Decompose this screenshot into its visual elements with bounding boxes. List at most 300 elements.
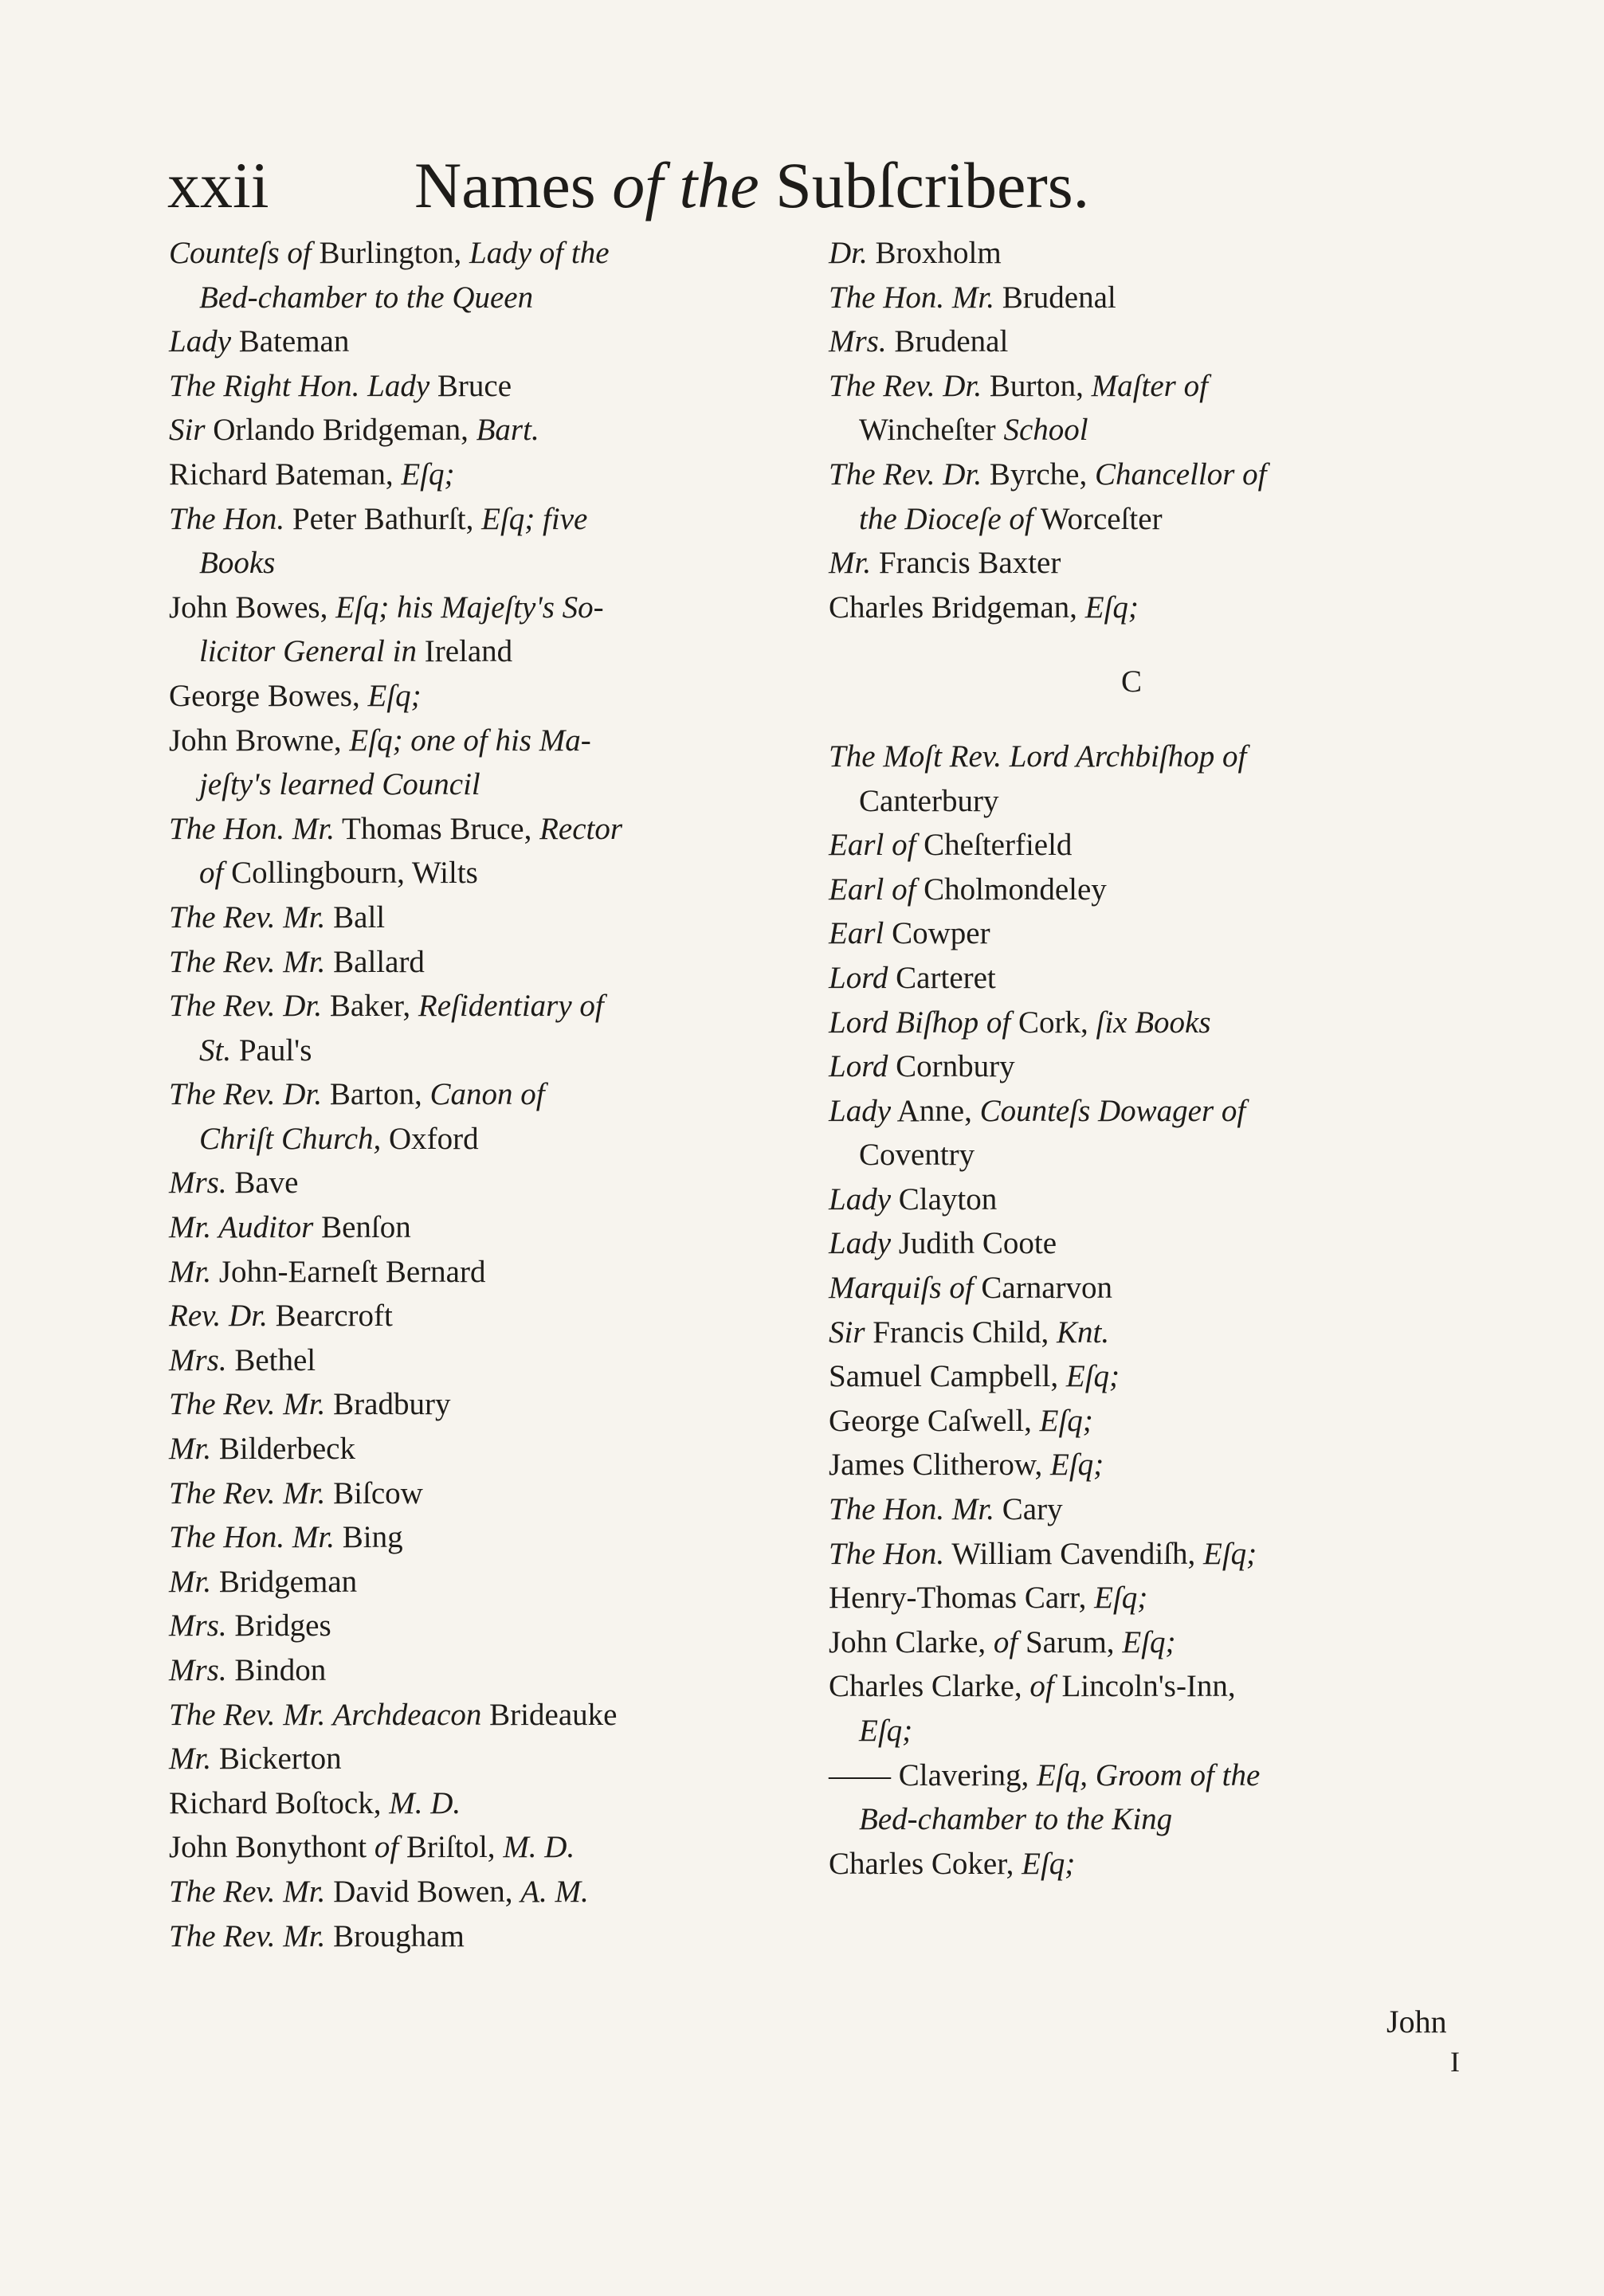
roman-text: David Bowen, [325,1874,521,1909]
italic-text: Bed-chamber to the Queen [199,280,534,315]
roman-text: Collingbourn, Wilts [223,856,478,891]
roman-text: —— Clavering, [829,1757,1037,1793]
subscriber-entry [169,1648,798,1693]
italic-text: M. D. [389,1785,461,1820]
subscriber-entry [169,940,798,985]
subscriber-entry [829,1089,1458,1177]
subscriber-entry [829,1399,1458,1444]
subscriber-entry [829,1221,1458,1266]
roman-text: Brudenal [994,280,1116,315]
subscriber-entry [169,231,798,319]
entry-continuation-line [169,276,798,320]
subscriber-entry [169,1205,798,1250]
italic-text: Eſq; [367,678,422,713]
roman-text: Byrche, [982,456,1095,492]
running-title-end: Subſcribers. [759,149,1090,221]
subscriber-entry [829,364,1458,453]
entry-line [829,1266,1458,1311]
roman-text: George Caſwell, [829,1403,1040,1438]
subscriber-entry [829,1001,1458,1045]
page-number: xxii [167,149,269,221]
roman-text [1088,1758,1096,1793]
subscriber-entry [169,984,798,1072]
entry-line [169,1161,798,1205]
roman-text: Brudenal [886,324,1009,359]
entry-line [829,1842,1458,1887]
roman-text: Carteret [888,960,996,995]
entry-line [829,541,1458,586]
roman-text: Benſon [313,1210,411,1245]
roman-text: Bradbury [325,1387,451,1422]
roman-text: Anne, [891,1093,980,1128]
roman-text: Cornbury [888,1049,1015,1084]
roman-text: Biſcow [325,1475,423,1510]
italic-text: The Rev. Dr. [169,989,323,1024]
italic-text: Eſq; [401,456,455,492]
entry-line [829,364,1458,409]
right-column-b-entries [829,231,1458,629]
roman-text: John Browne, [169,723,350,758]
italic-text: St. [199,1032,232,1068]
italic-text: The Rev. Dr. [829,456,982,492]
entry-line [829,586,1458,630]
entry-continuation-line [829,497,1458,542]
italic-text: Mrs. [169,1166,227,1201]
subscriber-entry [829,1177,1458,1222]
italic-text: Lord Biſhop of [829,1005,1011,1040]
subscriber-entry [169,1338,798,1383]
entry-line [829,1089,1458,1134]
left-column [169,231,798,1958]
italic-text: Eſq; [859,1714,913,1748]
subscriber-entry [829,1664,1458,1753]
roman-text: Burton, [982,368,1092,403]
subscriber-entry [829,1311,1458,1355]
entry-continuation-line [169,541,798,586]
italic-text: Lady [169,324,231,359]
entry-continuation-line [829,408,1458,453]
subscriber-entry [169,1072,798,1161]
roman-text: Clayton [891,1181,998,1217]
roman-text: John Bonythont [169,1830,375,1865]
subscriber-entry [829,956,1458,1001]
subscriber-entry [829,823,1458,868]
subscriber-entry [169,1382,798,1427]
italic-text: Eſq; [1094,1581,1148,1616]
roman-text: Bing [335,1520,403,1555]
running-title [414,150,1089,221]
entry-line [169,1515,798,1560]
entry-line [829,231,1458,276]
italic-text: Counteſs of [169,236,312,270]
roman-text: Ballard [325,944,425,979]
subscriber-entry [169,1737,798,1781]
italic-text: Earl of [829,872,916,907]
subscriber-entry [829,1487,1458,1532]
entry-line [169,1693,798,1738]
roman-text: Bickerton [211,1742,342,1777]
roman-text: John-Earneſt Bernard [211,1254,486,1289]
italic-text: The Hon. Mr. [829,1492,995,1527]
entry-continuation-line [829,1797,1458,1842]
italic-text: The Right Hon. Lady [169,368,430,403]
italic-text: Mr. [169,1432,212,1467]
entry-line [829,1664,1458,1709]
entry-line [169,1604,798,1648]
roman-text: Lincoln's-Inn, [1053,1669,1236,1704]
subscriber-entry [169,1560,798,1604]
italic-text: The Rev. Mr. [169,1475,326,1510]
entry-line [169,1427,798,1471]
roman-text: Samuel Campbell, [829,1359,1066,1394]
italic-text: Mr. [169,1564,212,1599]
subscriber-entry [829,1266,1458,1311]
entry-line [169,1250,798,1295]
subscriber-entry [829,541,1458,586]
subscriber-entry [169,895,798,940]
entry-line [829,1753,1458,1798]
running-title-start: Names [414,149,613,221]
italic-text: Eſq; one of his Ma- [349,723,591,758]
roman-text: John Clarke, [829,1624,994,1659]
subscriber-entry [829,276,1458,320]
entry-line [169,719,798,763]
roman-text: Bruce [429,368,512,403]
italic-text: The Rev. Mr. [169,1918,326,1953]
section-letter: C [1120,664,1142,699]
italic-text: Earl of [829,828,916,863]
subscriber-entry [169,1427,798,1471]
entry-line [829,1001,1458,1045]
subscriber-entry [829,1842,1458,1887]
italic-text: Eſq; [1122,1624,1176,1659]
subscriber-entry [169,586,798,674]
entry-line [829,1221,1458,1266]
italic-text: ſix Books [1096,1005,1211,1040]
roman-text: Canterbury [859,783,999,818]
entry-line [829,735,1458,779]
italic-text: Eſq; [1203,1536,1257,1571]
subscriber-entry [169,497,798,586]
roman-text: Brougham [325,1918,465,1953]
italic-text: The Hon. Mr. [169,1520,335,1555]
subscriber-entry [829,1576,1458,1620]
roman-text: Francis Baxter [871,546,1061,581]
italic-text: Groom of the [1095,1757,1261,1793]
roman-text: Carnarvon [973,1271,1113,1306]
subscriber-entry [169,319,798,364]
subscriber-entry [829,1443,1458,1487]
italic-text: Lord [829,960,888,995]
italic-text: the Dioceſe of [859,501,1033,536]
italic-text: M. D. [503,1830,575,1865]
roman-text: Charles Coker, [829,1846,1022,1881]
entry-line [169,1560,798,1604]
italic-text: Mrs. [169,1653,227,1687]
roman-text: Barton, [322,1077,430,1112]
entry-line [169,1870,798,1914]
roman-text: Judith Coote [891,1226,1057,1261]
italic-text: The Rev. Mr. [169,1874,326,1909]
subscriber-entry [169,1870,798,1914]
roman-text: Cork, [1010,1005,1096,1040]
subscriber-entry [169,1693,798,1738]
subscriber-entry [169,1161,798,1205]
italic-text: Canon of [429,1077,545,1112]
subscriber-entry [169,408,798,453]
subscriber-entry [169,364,798,409]
roman-text: Bindon [226,1653,327,1687]
roman-text: Bilderbeck [211,1432,355,1467]
entry-line [829,1177,1458,1222]
italic-text: The Rev. Dr. [829,368,982,403]
entry-line [829,453,1458,497]
italic-text: Mrs. [829,324,887,359]
subscriber-entry [829,586,1458,630]
subscriber-entry [169,807,798,895]
entry-line [169,1072,798,1117]
roman-text: Ireland [416,634,513,669]
roman-text: Baker, [322,989,418,1024]
entry-continuation-line [169,629,798,674]
subscriber-entry [169,1825,798,1870]
entry-line [169,453,798,497]
entry-line [169,1338,798,1383]
subscriber-entry [169,1604,798,1648]
entry-line [169,1781,798,1826]
italic-text: Mr. [829,546,872,581]
entry-line [829,911,1458,956]
subscriber-entry [829,1753,1458,1842]
subscriber-entry [169,1471,798,1516]
entry-line [829,1044,1458,1089]
entry-line [169,1471,798,1516]
italic-text: Eſq; his Majeſty's So- [335,590,604,625]
roman-text: Broxholm [867,236,1002,270]
subscriber-entry [829,1620,1458,1665]
roman-text: Oxford [381,1121,479,1156]
subscriber-entry [829,868,1458,912]
italic-text: The Rev. Mr. [169,1387,326,1422]
entry-line [169,364,798,409]
entry-line [169,674,798,719]
subscriber-entry [169,719,798,807]
italic-text: Eſq, [1037,1757,1088,1793]
italic-text: The Hon. [169,501,285,536]
roman-text: Bave [226,1166,299,1201]
subscriber-entry [169,1250,798,1295]
subscriber-entry [829,1354,1458,1399]
entry-line [169,1648,798,1693]
entry-line [829,1443,1458,1487]
roman-text: Brideauke [481,1697,618,1732]
italic-text: Reſidentiary of [418,989,604,1024]
roman-text: Worceſter [1033,501,1163,536]
roman-text: Charles Bridgeman, [829,590,1085,625]
entry-continuation-line [169,1117,798,1162]
subscriber-entry [829,1044,1458,1089]
roman-text: Bridges [226,1608,331,1644]
subscriber-entry [169,674,798,719]
entry-line [169,497,798,542]
roman-text: Briſtol, [398,1830,504,1865]
italic-text: Lady [829,1226,891,1261]
entry-line [829,1487,1458,1532]
italic-text: School [1003,413,1088,448]
entry-line [169,984,798,1028]
entry-line [169,1205,798,1250]
italic-text: Mrs. [169,1608,227,1644]
italic-text: of [1029,1669,1054,1704]
roman-text: Bethel [226,1342,316,1377]
entry-continuation-line [829,1133,1458,1177]
italic-text: Mr. [169,1742,212,1777]
subscriber-entry [169,1294,798,1338]
roman-text: Bearcroft [267,1299,393,1334]
subscriber-entry [829,231,1458,276]
italic-text: Lady of the [469,236,610,270]
entry-line [169,1294,798,1338]
roman-text: Orlando Bridgeman, [205,413,476,448]
italic-text: A. M. [520,1874,589,1909]
subscriber-entry [169,453,798,497]
catchword: John [1386,2004,1447,2039]
italic-text: Mr. Auditor [169,1210,314,1245]
italic-text: Chancellor of [1094,456,1267,492]
entry-continuation-line [169,762,798,807]
italic-text: jeſty's learned Council [199,767,480,802]
roman-text: Wincheſter [859,413,1004,448]
subscriber-entry [829,1532,1458,1577]
right-column-c-entries [829,735,1458,1886]
roman-text: Richard Bateman, [169,456,402,492]
roman-text: Thomas Bruce, [335,811,540,846]
italic-text: Lady [829,1093,891,1128]
entry-line [169,408,798,453]
italic-text: Eſq; [1065,1359,1120,1394]
entry-continuation-line [169,1028,798,1073]
entry-continuation-line [169,851,798,895]
entry-line [829,1354,1458,1399]
entry-line [169,895,798,940]
italic-text: Knt. [1057,1315,1110,1350]
entry-continuation-line [829,1709,1458,1753]
running-title-italic: of the [612,149,759,221]
entry-line [169,586,798,630]
italic-text: Maſter of [1091,368,1208,403]
italic-text: Sir [829,1315,865,1350]
entry-line [829,823,1458,868]
entry-line [169,231,798,276]
italic-text: Bart. [476,413,539,448]
roman-text: Cholmondeley [916,872,1107,907]
subscriber-entry [829,453,1458,541]
subscriber-entry [829,735,1458,823]
italic-text: Eſq; [1050,1448,1104,1483]
entry-line [169,319,798,364]
entry-line [829,1620,1458,1665]
right-column [829,231,1458,1886]
italic-text: Eſq; [1084,590,1139,625]
roman-text: James Clitherow, [829,1448,1051,1483]
italic-text: Earl [829,916,884,951]
roman-text: Cary [994,1492,1063,1527]
entry-line [829,956,1458,1001]
italic-text: Lady [829,1181,891,1217]
italic-text: Sir [169,413,206,448]
roman-text: Cowper [884,916,990,951]
roman-text: Henry-Thomas Carr, [829,1581,1095,1616]
signature-mark: I [1450,2046,1460,2078]
entry-line [829,319,1458,364]
roman-text: Peter Bathurſt, [284,501,482,536]
subscriber-entry [169,1781,798,1826]
entry-line [169,1382,798,1427]
italic-text: of [993,1624,1018,1659]
italic-text: Bed-chamber to the King [859,1802,1173,1837]
roman-text: George Bowes, [169,678,368,713]
roman-text: Ball [325,899,386,934]
entry-continuation-line [829,779,1458,824]
subscriber-entry [169,1914,798,1959]
roman-text: Cheſterfield [916,828,1073,863]
roman-text: Francis Child, [865,1315,1057,1350]
italic-text: Mrs. [169,1342,227,1377]
italic-text: of [199,856,224,891]
subscriber-entry [829,911,1458,956]
italic-text: Mr. [169,1254,212,1289]
roman-text: Richard Boſtock, [169,1785,390,1820]
italic-text: Rev. Dr. [169,1299,268,1334]
roman-text: Paul's [231,1032,312,1068]
italic-text: The Hon. [829,1536,945,1571]
entry-line [169,1914,798,1959]
entry-line [829,1399,1458,1444]
page-header [167,150,1442,221]
entry-line [829,1311,1458,1355]
roman-text: Burlington, [311,236,470,270]
roman-text: William Cavendiſh, [944,1536,1204,1571]
roman-text: Charles Clarke, [829,1669,1030,1704]
italic-text: Eſq; [1022,1846,1076,1881]
roman-text: John Bowes, [169,590,336,625]
italic-text: The Rev. Mr. [169,899,326,934]
italic-text: Chriſt Church, [199,1121,382,1156]
italic-text: The Hon. Mr. [829,280,995,315]
italic-text: Eſq; five [481,501,588,536]
entry-line [169,1737,798,1781]
italic-text: Eſq; [1039,1403,1093,1438]
italic-text: Marquiſs of [829,1271,974,1306]
roman-text: Bateman [231,324,350,359]
subscriber-entry [169,1515,798,1560]
entry-line [829,276,1458,320]
italic-text: The Rev. Mr. [169,944,326,979]
entry-line [829,868,1458,912]
italic-text: Counteſs Dowager of [979,1093,1246,1128]
entry-line [829,1576,1458,1620]
roman-text: Sarum, [1018,1624,1123,1659]
italic-text: licitor General in [199,634,417,669]
italic-text: The Rev. Mr. Archdeacon [169,1697,482,1732]
entry-line [169,1825,798,1870]
entry-line [169,807,798,852]
italic-text: of [374,1830,399,1865]
roman-text: Coventry [859,1138,975,1173]
italic-text: Rector [539,811,623,846]
italic-text: The Rev. Dr. [169,1077,323,1112]
italic-text: The Moſt Rev. Lord Archbiſhop of [829,739,1247,774]
